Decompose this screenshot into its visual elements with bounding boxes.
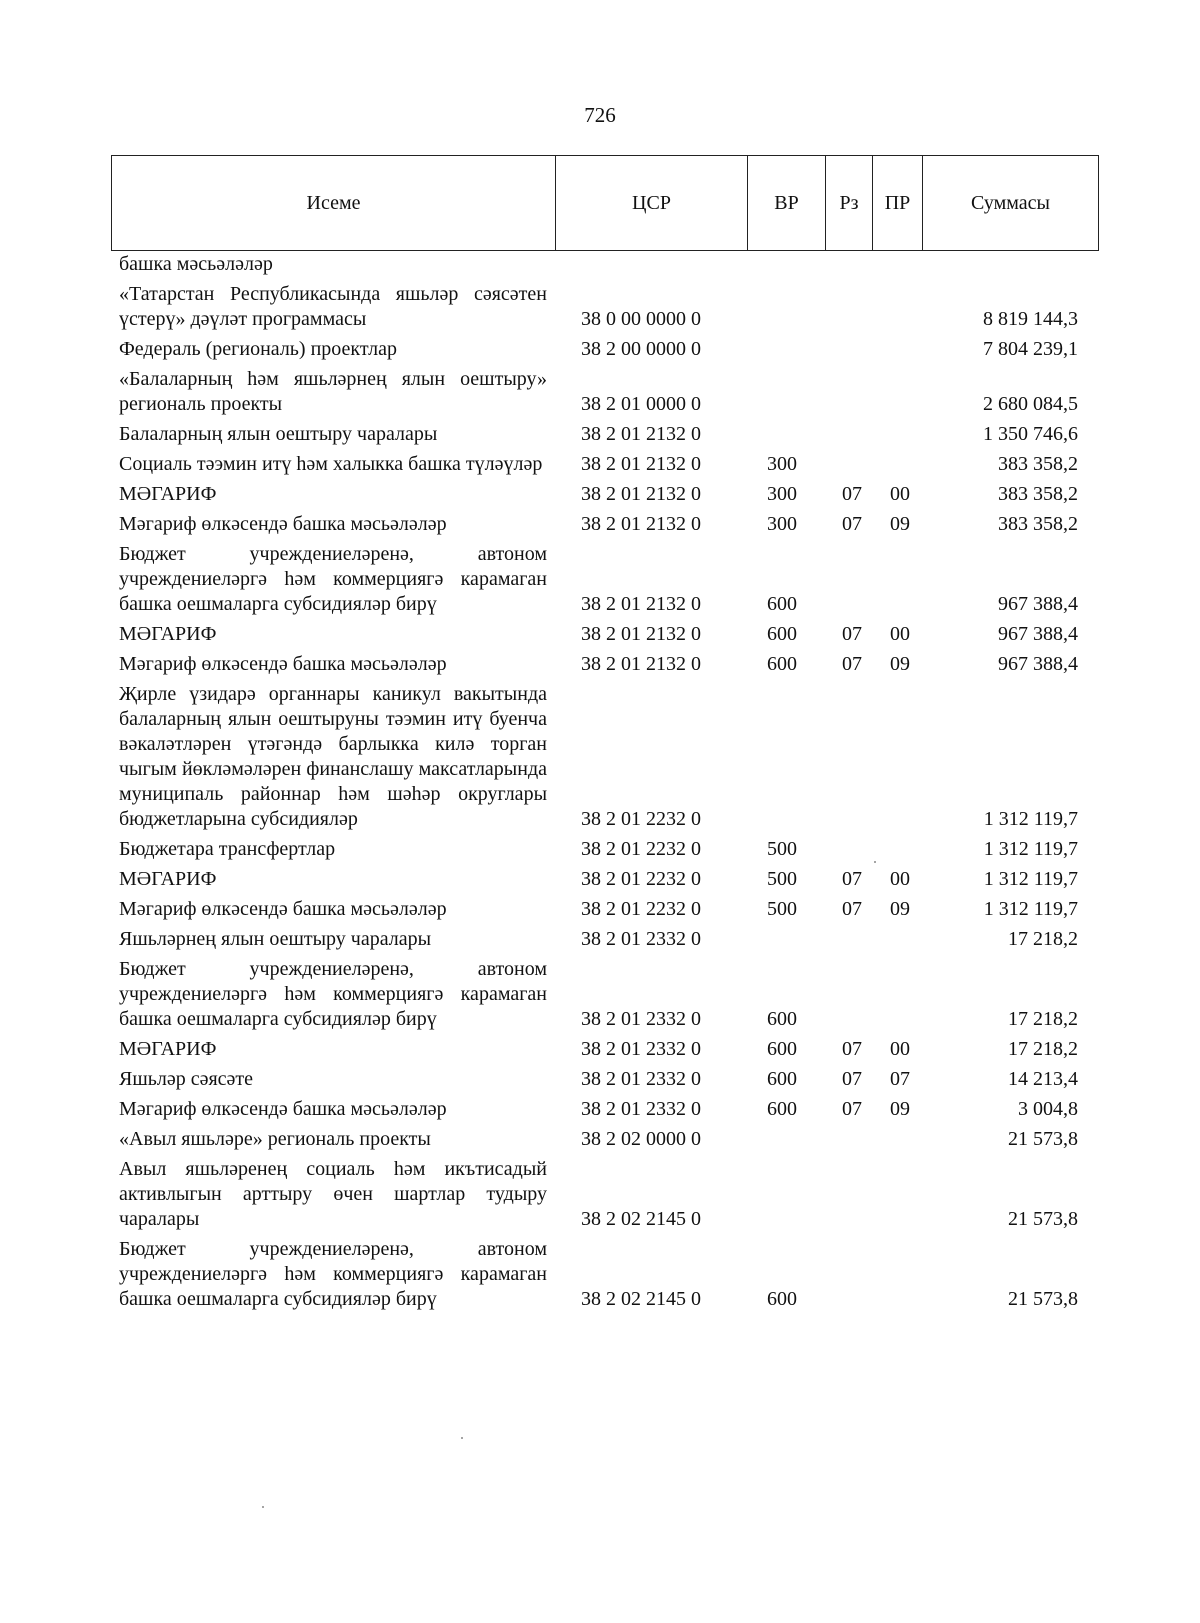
row-csr: 38 2 01 2332 0 [581,928,701,950]
row-name: Балаларның ялын оештыру чаралары [119,423,438,445]
row-csr: 38 2 01 2132 0 [581,623,701,645]
row-sum: 17 218,2 [1008,1008,1078,1030]
continued-text: башка мәсьәләләр [119,253,273,275]
row-sum: 8 819 144,3 [983,308,1078,330]
table-row [119,337,1103,367]
row-vr: 500 [767,898,797,920]
table-row [119,682,1103,837]
page-number: 726 [584,103,616,127]
row-name: Бюджет учреждениеләренә, автоном учреждениеләргә һәм коммерциягә карамаган башка оешмаларга субсидияләр бирү [119,1238,547,1310]
row-pr: 09 [890,1098,910,1120]
row-vr: 600 [767,1038,797,1060]
header-pr: ПР [873,156,923,250]
row-name: Бюджет учреждениеләренә, автоном учреждениеләргә һәм коммерциягә карамаган башка оешмаларга субсидияләр бирү [119,958,547,1030]
table-row [119,957,1103,1037]
row-sum: 383 358,2 [998,453,1078,475]
row-pr: 00 [890,1038,910,1060]
table-row [119,897,1103,927]
continued-row [119,252,1103,282]
table-row [119,1037,1103,1067]
table-row [119,927,1103,957]
row-pr: 00 [890,483,910,505]
row-name: Социаль тәэмин итү һәм халыкка башка түләүләр [119,453,543,475]
row-name: Мәгариф өлкәсендә башка мәсьәләләр [119,1098,447,1120]
row-csr: 38 2 01 2332 0 [581,1068,701,1090]
row-csr: 38 2 01 0000 0 [581,393,701,415]
row-name: «Татарстан Республикасында яшьләр сәясәтен үстерү» дәүләт программасы [119,283,547,330]
row-sum: 1 312 119,7 [983,838,1078,860]
row-sum: 17 218,2 [1008,1038,1078,1060]
row-sum: 967 388,4 [998,593,1078,615]
row-vr: 600 [767,653,797,675]
row-vr: 500 [767,838,797,860]
header-sum: Суммасы [971,191,1050,214]
row-sum: 21 573,8 [1008,1288,1078,1310]
row-sum: 7 804 239,1 [983,338,1078,360]
row-sum: 3 004,8 [1018,1098,1078,1120]
table-header [111,155,1099,251]
header-vr: ВР [748,156,826,250]
row-pr: 07 [890,1068,910,1090]
header-name: Исеме [112,156,556,250]
row-sum: 967 388,4 [998,623,1078,645]
row-sum: 2 680 084,5 [983,393,1078,415]
row-name: Авыл яшьләренең социаль һәм икътисадый активлыгын арттыру өчен шартлар тудыру чаралары [119,1158,547,1230]
row-sum: 14 213,4 [1008,1068,1078,1090]
table-row [119,1097,1103,1127]
row-sum: 967 388,4 [998,653,1078,675]
row-name: Бюджет учреждениеләренә, автоном учреждениеләргә һәм коммерциягә карамаган башка оешмаларга субсидияләр бирү [119,543,547,615]
row-vr: 600 [767,1288,797,1310]
row-sum: 383 358,2 [998,513,1078,535]
row-pr: 00 [890,868,910,890]
table-row [119,867,1103,897]
table-row [119,452,1103,482]
table-row [119,1067,1103,1097]
row-sum: 1 312 119,7 [983,898,1078,920]
row-name: Яшьләрнең ялын оештыру чаралары [119,928,432,950]
row-vr: 600 [767,1098,797,1120]
row-name: МӘГАРИФ [119,623,217,645]
row-vr: 600 [767,1068,797,1090]
row-csr: 38 2 02 0000 0 [581,1128,701,1150]
row-name: МӘГАРИФ [119,483,217,505]
row-vr: 600 [767,623,797,645]
row-name: Федераль (региональ) проектлар [119,338,397,360]
rows-container [119,282,1103,1317]
row-rz: 07 [842,483,862,505]
row-name: «Авыл яшьләре» региональ проекты [119,1128,431,1150]
table-row [119,282,1103,337]
row-csr: 38 2 01 2132 0 [581,453,701,475]
row-vr: 500 [767,868,797,890]
row-name: Бюджетара трансфертлар [119,838,336,860]
row-sum: 21 573,8 [1008,1208,1078,1230]
row-csr: 38 2 01 2332 0 [581,1008,701,1030]
table-row [119,542,1103,622]
row-sum: 1 312 119,7 [983,808,1078,830]
scan-speck [874,861,876,863]
scan-speck [461,1437,463,1439]
header-rz: Рз [826,156,873,250]
row-vr: 600 [767,1008,797,1030]
row-rz: 07 [842,1068,862,1090]
row-vr: 600 [767,593,797,615]
row-csr: 38 2 01 2232 0 [581,808,701,830]
row-rz: 07 [842,1038,862,1060]
row-csr: 38 2 01 2132 0 [581,423,701,445]
row-vr: 300 [767,513,797,535]
row-sum: 383 358,2 [998,483,1078,505]
row-name: МӘГАРИФ [119,1038,217,1060]
table-row [119,1157,1103,1237]
row-csr: 38 2 01 2332 0 [581,1098,701,1120]
row-csr: 38 0 00 0000 0 [581,308,701,330]
row-rz: 07 [842,898,862,920]
table-row [119,622,1103,652]
row-vr: 300 [767,453,797,475]
scan-speck [262,1506,264,1508]
row-rz: 07 [842,653,862,675]
row-pr: 09 [890,513,910,535]
row-sum: 1 350 746,6 [983,423,1078,445]
row-rz: 07 [842,868,862,890]
row-csr: 38 2 02 2145 0 [581,1288,701,1310]
table-row [119,422,1103,452]
table-row [119,652,1103,682]
table-row [119,1127,1103,1157]
row-csr: 38 2 01 2232 0 [581,838,701,860]
row-csr: 38 2 01 2232 0 [581,898,701,920]
row-rz: 07 [842,1098,862,1120]
row-pr: 00 [890,623,910,645]
row-name: Мәгариф өлкәсендә башка мәсьәләләр [119,513,447,535]
row-name: «Балаларның һәм яшьләрнең ялын оештыру» региональ проекты [119,368,547,415]
row-csr: 38 2 01 2132 0 [581,513,701,535]
row-csr: 38 2 01 2132 0 [581,653,701,675]
row-csr: 38 2 02 2145 0 [581,1208,701,1230]
row-csr: 38 2 01 2132 0 [581,483,701,505]
table-row [119,512,1103,542]
row-csr: 38 2 01 2232 0 [581,868,701,890]
row-csr: 38 2 00 0000 0 [581,338,701,360]
row-csr: 38 2 01 2132 0 [581,593,701,615]
row-sum: 1 312 119,7 [983,868,1078,890]
row-rz: 07 [842,623,862,645]
table-row [119,1237,1103,1317]
table-row [119,482,1103,512]
row-csr: 38 2 01 2332 0 [581,1038,701,1060]
row-pr: 09 [890,653,910,675]
row-rz: 07 [842,513,862,535]
row-name: Җирле үзидарә органнары каникул вакытында балаларның ялын оештыруны тәэмин итү буенча вәкаләтләрен үтәгәндә барлыкка килә торган чыгым йөкләмәләрен финанслашу максатларында муниципаль районнар һәм шәһәр округлары бюджетларына субсидияләр [119,683,547,830]
header-csr: ЦСР [556,156,748,250]
row-name: Мәгариф өлкәсендә башка мәсьәләләр [119,898,447,920]
table-row [119,837,1103,867]
row-sum: 17 218,2 [1008,928,1078,950]
row-vr: 300 [767,483,797,505]
row-name: МӘГАРИФ [119,868,217,890]
row-name: Яшьләр сәясәте [119,1068,254,1090]
row-pr: 09 [890,898,910,920]
row-name: Мәгариф өлкәсендә башка мәсьәләләр [119,653,447,675]
row-sum: 21 573,8 [1008,1128,1078,1150]
table-row [119,367,1103,422]
table-body [119,252,1103,1317]
